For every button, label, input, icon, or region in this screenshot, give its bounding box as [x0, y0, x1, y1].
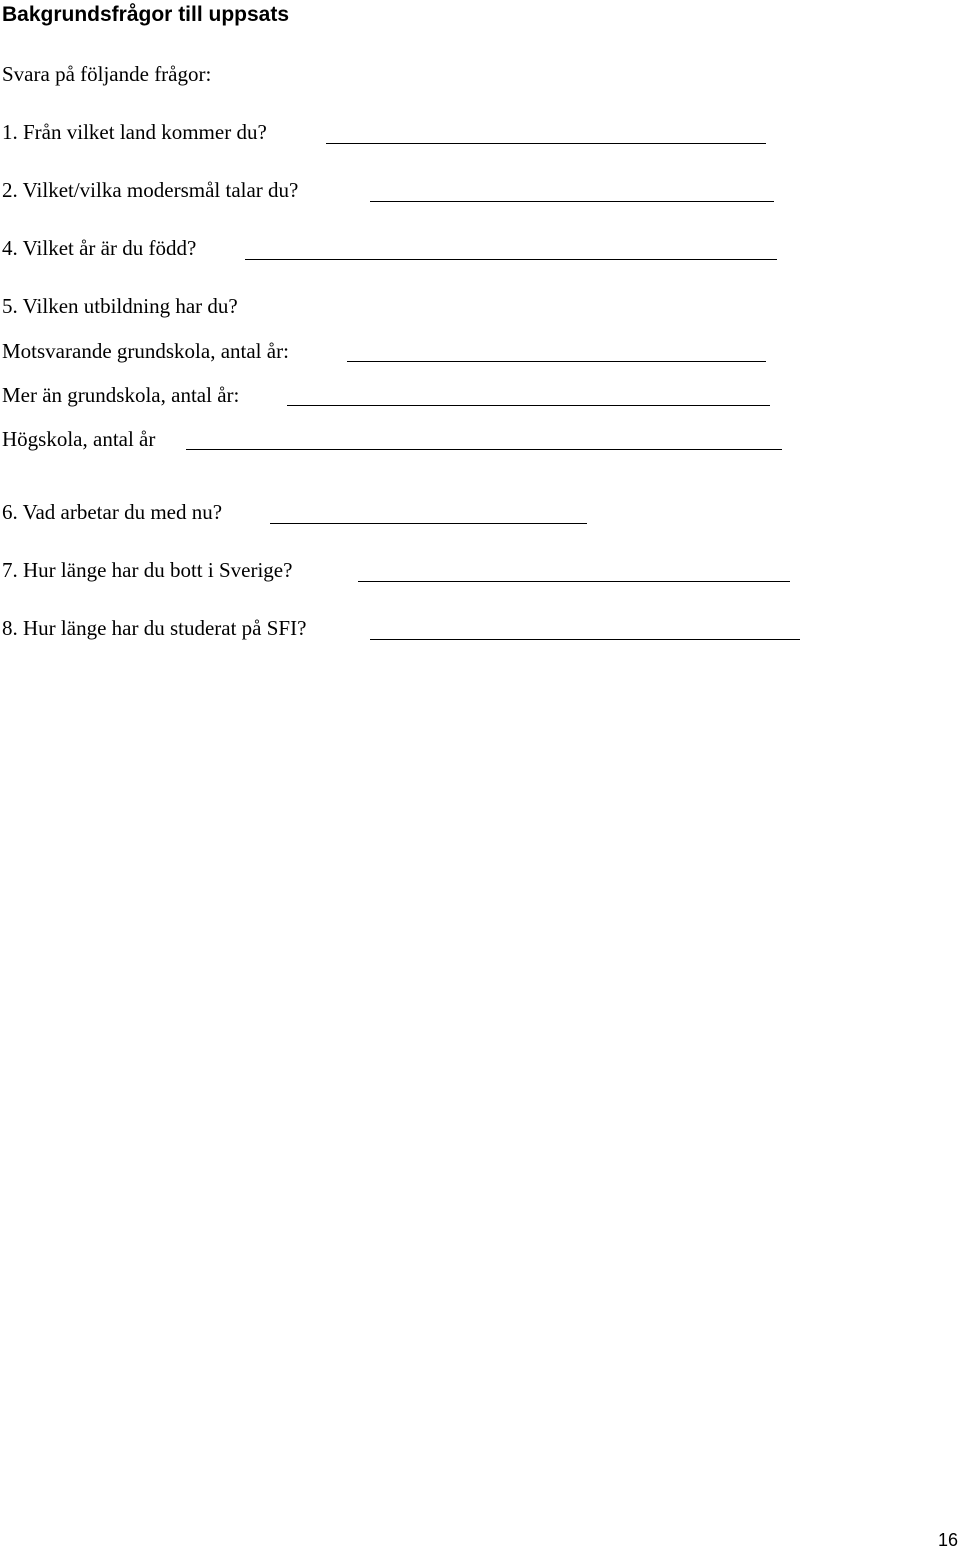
- question-beyond-compulsory-years: Mer än grundskola, antal år:: [2, 383, 240, 407]
- answer-line-birth-year[interactable]: [245, 259, 777, 260]
- question-university-years: Högskola, antal år: [2, 427, 156, 451]
- page-title: Bakgrundsfrågor till uppsats: [2, 3, 290, 26]
- answer-line-mother-tongue[interactable]: [370, 201, 774, 202]
- question-time-in-sweden: 7. Hur länge har du bott i Sverige?: [2, 558, 293, 582]
- question-mother-tongue: 2. Vilket/vilka modersmål talar du?: [2, 178, 299, 202]
- answer-line-time-in-sweden[interactable]: [358, 581, 790, 582]
- question-country: 1. Från vilket land kommer du?: [2, 120, 267, 144]
- answer-line-beyond-compulsory-years[interactable]: [287, 405, 770, 406]
- question-time-at-sfi: 8. Hur länge har du studerat på SFI?: [2, 616, 307, 640]
- question-birth-year: 4. Vilket år är du född?: [2, 236, 197, 260]
- question-compulsory-school-years: Motsvarande grundskola, antal år:: [2, 339, 289, 363]
- answer-line-current-work[interactable]: [270, 523, 587, 524]
- answer-line-university-years[interactable]: [186, 449, 782, 450]
- answer-line-country[interactable]: [326, 143, 766, 144]
- question-education: 5. Vilken utbildning har du?: [2, 294, 238, 318]
- answer-line-time-at-sfi[interactable]: [370, 639, 800, 640]
- question-current-work: 6. Vad arbetar du med nu?: [2, 500, 223, 524]
- page-number: 16: [937, 1530, 958, 1550]
- answer-line-compulsory-school-years[interactable]: [347, 361, 766, 362]
- instructions: Svara på följande frågor:: [2, 62, 212, 86]
